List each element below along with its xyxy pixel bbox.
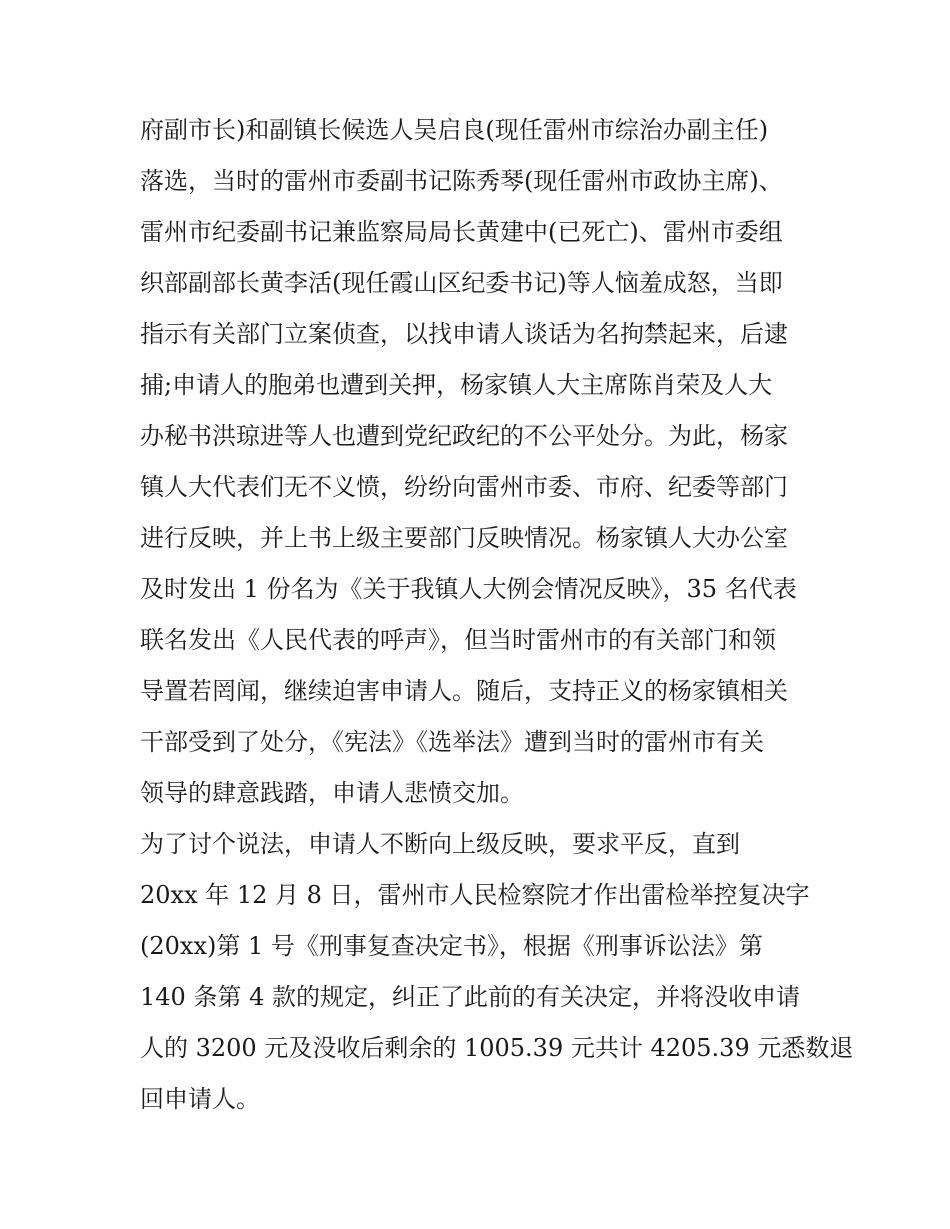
text-line-8: 镇人大代表们无不义愤，纷纷向雷州市委、市府、纪委等部门: [140, 473, 788, 501]
text-line-4: 织部副部长黄李活(现任霞山区纪委书记)等人恼羞成怒，当即: [140, 269, 783, 297]
text-line-15: 为了讨个说法，申请人不断向上级反映，要求平反，直到: [140, 830, 740, 858]
text-line-1: 府副市长)和副镇长候选人吴启良(现任雷州市综治办副主任): [140, 116, 769, 144]
body-text: [140, 105, 854, 1125]
text-line-7: 办秘书洪琼进等人也遭到党纪政纪的不公平处分。为此，杨家: [140, 422, 788, 450]
text-line-18: 140 条第 4 款的规定，纠正了此前的有关决定，并将没收申请: [140, 983, 800, 1011]
text-line-9: 进行反映，并上书上级主要部门反映情况。杨家镇人大办公室: [140, 524, 788, 552]
text-line-17: (20xx)第 1 号《刑事复查决定书》，根据《刑事诉讼法》第: [140, 932, 763, 960]
text-line-10: 及时发出 1 份名为《关于我镇人大例会情况反映》，35 名代表: [140, 575, 797, 603]
text-line-20: 回申请人。: [140, 1085, 260, 1113]
text-line-5: 指示有关部门立案侦查，以找申请人谈话为名拘禁起来，后逮: [140, 320, 788, 348]
text-line-12: 导置若罔闻，继续迫害申请人。随后，支持正义的杨家镇相关: [140, 677, 788, 705]
text-line-16: 20xx 年 12 月 8 日，雷州市人民检察院才作出雷检举控复决字: [140, 881, 810, 909]
text-line-2: 落选，当时的雷州市委副书记陈秀琴(现任雷州市政协主席)、: [140, 167, 783, 195]
text-line-13: 干部受到了处分，《宪法》《选举法》遭到当时的雷州市有关: [140, 728, 764, 756]
text-line-11: 联名发出《人民代表的呼声》，但当时雷州市的有关部门和领: [140, 626, 776, 654]
text-line-19: 人的 3200 元及没收后剩余的 1005.39 元共计 4205.39 元悉数退: [140, 1034, 854, 1062]
text-line-14: 领导的肆意践踏，申请人悲愤交加。: [140, 779, 524, 807]
text-line-3: 雷州市纪委副书记兼监察局局长黄建中(已死亡)、雷州市委组: [140, 218, 783, 246]
text-line-6: 捕;申请人的胞弟也遭到关押，杨家镇人大主席陈肖荣及人大: [140, 371, 773, 399]
